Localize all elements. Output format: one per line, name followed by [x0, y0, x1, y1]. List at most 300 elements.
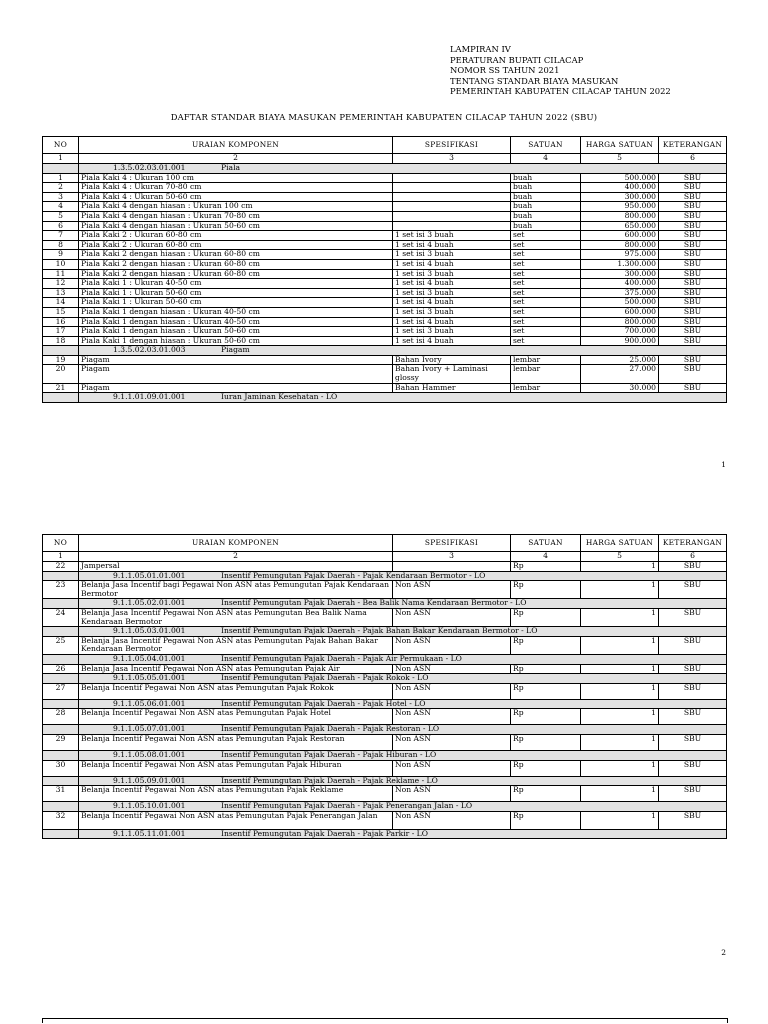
row-harga: 1 — [581, 636, 659, 654]
row-uraian: Piala Kaki 1 : Ukuran 50-60 cm — [79, 288, 393, 298]
row-uraian: Belanja Jasa Incentif bagi Pegawai Non ASN atas Pemungutan Pajak Kendaraan Bermotor — [79, 581, 393, 599]
page-number: 2 — [721, 948, 726, 957]
row-harga: 1 — [581, 811, 659, 829]
row-uraian: Belanja Jasa Incentif Pegawai Non ASN atas Pemungutan Bea Balik Nama Kendaraan Bermotor — [79, 608, 393, 626]
col-header-keterangan: KETERANGAN — [659, 137, 727, 154]
group-name: Insentif Pemungutan Pajak Daerah - Pajak Restoran - LO — [221, 724, 440, 734]
row-satuan: Rp — [511, 683, 581, 699]
row-no: 4 — [43, 202, 79, 212]
row-satuan: set — [511, 250, 581, 260]
row-uraian: Piala Kaki 4 dengan hiasan : Ukuran 50-60 cm — [79, 221, 393, 231]
group-no-cell — [43, 802, 79, 812]
group-label-cell — [79, 750, 727, 760]
group-no-cell — [43, 699, 79, 709]
row-uraian: Belanja Incentif Pegawai Non ASN atas Pemungutan Pajak Restoran — [79, 734, 393, 750]
row-no: 7 — [43, 231, 79, 241]
row-satuan: set — [511, 240, 581, 250]
document-page-2 — [0, 490, 768, 1006]
row-satuan: set — [511, 307, 581, 317]
row-spesifikasi: 1 set isi 3 buah — [393, 250, 511, 260]
group-no-cell — [43, 674, 79, 684]
row-no: 17 — [43, 327, 79, 337]
table-row — [43, 734, 727, 750]
row-harga: 600.000 — [581, 231, 659, 241]
row-spesifikasi: 1 set isi 4 buah — [393, 317, 511, 327]
group-code: 9.1.1.05.05.01.001 — [113, 673, 186, 683]
group-code: 9.1.1.05.01.01.001 — [113, 570, 186, 580]
group-label-cell — [79, 164, 727, 174]
row-no: 13 — [43, 288, 79, 298]
row-harga: 1.300.000 — [581, 259, 659, 269]
row-keterangan: SBU — [659, 279, 727, 289]
table-row — [43, 355, 727, 365]
col-number: 6 — [659, 552, 727, 562]
row-uraian: Belanja Jasa Incentif Pegawai Non ASN atas Pemungutan Pajak Bahan Bakar Kendaraan Bermotor — [79, 636, 393, 654]
table-row — [43, 240, 727, 250]
row-satuan: Rp — [511, 581, 581, 599]
row-spesifikasi: 1 set isi 3 buah — [393, 327, 511, 337]
table-row — [43, 636, 727, 654]
col-number: 6 — [659, 154, 727, 164]
group-row — [43, 674, 727, 684]
group-code: 9.1.1.05.10.01.001 — [113, 801, 186, 811]
row-uraian: Piala Kaki 4 : Ukuran 70-80 cm — [79, 183, 393, 193]
table-row — [43, 608, 727, 626]
row-satuan: buah — [511, 192, 581, 202]
col-number: 4 — [511, 552, 581, 562]
row-spesifikasi — [393, 211, 511, 221]
group-row — [43, 654, 727, 664]
row-keterangan: SBU — [659, 202, 727, 212]
group-code: 9.1.1.05.02.01.001 — [113, 598, 186, 608]
row-harga: 30.000 — [581, 383, 659, 393]
row-harga: 700.000 — [581, 327, 659, 337]
group-row — [43, 627, 727, 637]
row-keterangan: SBU — [659, 811, 727, 829]
group-name: Piagam — [221, 345, 250, 355]
col-header-no: NO — [43, 137, 79, 154]
row-satuan: set — [511, 288, 581, 298]
row-harga: 600.000 — [581, 307, 659, 317]
row-no: 5 — [43, 211, 79, 221]
group-row — [43, 699, 727, 709]
row-satuan: lembar — [511, 355, 581, 365]
group-no-cell — [43, 654, 79, 664]
sbu-table-page-1 — [42, 136, 727, 403]
row-satuan: set — [511, 327, 581, 337]
row-satuan: set — [511, 279, 581, 289]
row-keterangan: SBU — [659, 562, 727, 572]
row-harga: 1 — [581, 709, 659, 725]
group-name: Insentif Pemungutan Pajak Daerah - Pajak Air Permukaan - LO — [221, 653, 462, 663]
row-harga: 400.000 — [581, 279, 659, 289]
row-harga: 1 — [581, 581, 659, 599]
row-satuan: Rp — [511, 608, 581, 626]
row-uraian: Piagam — [79, 365, 393, 383]
row-keterangan: SBU — [659, 734, 727, 750]
row-no: 19 — [43, 355, 79, 365]
header-line: LAMPIRAN IV — [450, 44, 511, 54]
document-title: DAFTAR STANDAR BIAYA MASUKAN PEMERINTAH KABUPATEN CILACAP TAHUN 2022 (SBU) — [170, 112, 598, 122]
row-keterangan: SBU — [659, 173, 727, 183]
table-row — [43, 298, 727, 308]
group-row — [43, 725, 727, 735]
group-no-cell — [43, 776, 79, 786]
group-no-cell — [43, 164, 79, 174]
group-name: Insentif Pemungutan Pajak Daerah - Pajak Kendaraan Bermotor - LO — [221, 570, 486, 580]
group-row — [43, 346, 727, 356]
row-uraian: Piala Kaki 1 dengan hiasan : Ukuran 50-60 cm — [79, 327, 393, 337]
group-code: 9.1.1.05.09.01.001 — [113, 775, 186, 785]
row-keterangan: SBU — [659, 259, 727, 269]
row-no: 26 — [43, 664, 79, 674]
row-harga: 1 — [581, 760, 659, 776]
row-uraian: Piala Kaki 1 dengan hiasan : Ukuran 40-50 cm — [79, 307, 393, 317]
row-harga: 1 — [581, 786, 659, 802]
row-uraian: Piala Kaki 4 : Ukuran 50-60 cm — [79, 192, 393, 202]
table-row — [43, 760, 727, 776]
row-satuan: lembar — [511, 383, 581, 393]
row-no: 30 — [43, 760, 79, 776]
row-spesifikasi: Non ASN — [393, 786, 511, 802]
row-no: 9 — [43, 250, 79, 260]
row-no: 21 — [43, 383, 79, 393]
row-spesifikasi: 1 set isi 3 buah — [393, 231, 511, 241]
col-number: 3 — [393, 552, 511, 562]
group-label-cell — [79, 725, 727, 735]
row-satuan: set — [511, 269, 581, 279]
group-label-cell — [79, 802, 727, 812]
row-no: 8 — [43, 240, 79, 250]
row-harga: 1 — [581, 562, 659, 572]
row-uraian: Piala Kaki 1 dengan hiasan : Ukuran 50-60 cm — [79, 336, 393, 346]
row-keterangan: SBU — [659, 231, 727, 241]
group-row — [43, 393, 727, 403]
row-keterangan: SBU — [659, 269, 727, 279]
col-number: 5 — [581, 552, 659, 562]
row-harga: 800.000 — [581, 211, 659, 221]
row-uraian: Belanja Incentif Pegawai Non ASN atas Pemungutan Pajak Reklame — [79, 786, 393, 802]
col-header-uraian: URAIAN KOMPONEN — [79, 535, 393, 552]
row-spesifikasi — [393, 173, 511, 183]
row-satuan: set — [511, 231, 581, 241]
row-uraian: Piala Kaki 2 : Ukuran 60-80 cm — [79, 240, 393, 250]
row-satuan: buah — [511, 173, 581, 183]
row-satuan: buah — [511, 221, 581, 231]
next-page-table-edge — [42, 1018, 728, 1023]
row-no: 10 — [43, 259, 79, 269]
group-name: Insentif Pemungutan Pajak Daerah - Pajak Bahan Bakar Kendaraan Bermotor - LO — [221, 626, 538, 636]
col-header-satuan: SATUAN — [511, 137, 581, 154]
row-harga: 300.000 — [581, 269, 659, 279]
row-uraian: Piala Kaki 2 : Ukuran 60-80 cm — [79, 231, 393, 241]
header-line: PERATURAN BUPATI CILACAP — [450, 54, 584, 65]
row-spesifikasi: Non ASN — [393, 664, 511, 674]
row-no: 27 — [43, 683, 79, 699]
row-spesifikasi — [393, 202, 511, 212]
row-harga: 300.000 — [581, 192, 659, 202]
group-name: Insentif Pemungutan Pajak Daerah - Pajak Reklame - LO — [221, 775, 438, 785]
row-keterangan: SBU — [659, 365, 727, 383]
row-keterangan: SBU — [659, 221, 727, 231]
row-harga: 27.000 — [581, 365, 659, 383]
row-harga: 1 — [581, 664, 659, 674]
row-satuan: set — [511, 336, 581, 346]
group-code: 9.1.1.05.08.01.001 — [113, 749, 186, 759]
row-keterangan: SBU — [659, 636, 727, 654]
row-spesifikasi: Non ASN — [393, 636, 511, 654]
group-name: Insentif Pemungutan Pajak Daerah - Bea Balik Nama Kendaraan Bermotor - LO — [221, 598, 527, 608]
table-row — [43, 307, 727, 317]
row-harga: 375.000 — [581, 288, 659, 298]
row-keterangan: SBU — [659, 183, 727, 193]
row-satuan: set — [511, 259, 581, 269]
page-number: 1 — [721, 460, 726, 469]
row-keterangan: SBU — [659, 250, 727, 260]
row-keterangan: SBU — [659, 683, 727, 699]
row-keterangan: SBU — [659, 317, 727, 327]
table-row — [43, 786, 727, 802]
row-harga: 950.000 — [581, 202, 659, 212]
col-header-keterangan: KETERANGAN — [659, 535, 727, 552]
row-keterangan: SBU — [659, 288, 727, 298]
row-no: 2 — [43, 183, 79, 193]
row-harga: 900.000 — [581, 336, 659, 346]
group-name: Insentif Pemungutan Pajak Daerah - Pajak Hiburan - LO — [221, 749, 437, 759]
row-no: 20 — [43, 365, 79, 383]
group-label-cell — [79, 599, 727, 609]
row-no: 25 — [43, 636, 79, 654]
group-no-cell — [43, 725, 79, 735]
group-no-cell — [43, 599, 79, 609]
table-row — [43, 192, 727, 202]
row-spesifikasi: Non ASN — [393, 760, 511, 776]
row-spesifikasi: Non ASN — [393, 683, 511, 699]
row-keterangan: SBU — [659, 240, 727, 250]
col-number: 1 — [43, 154, 79, 164]
group-label-cell — [79, 346, 727, 356]
col-header-uraian: URAIAN KOMPONEN — [79, 137, 393, 154]
row-keterangan: SBU — [659, 383, 727, 393]
group-code: 9.1.1.05.03.01.001 — [113, 626, 186, 636]
row-satuan: Rp — [511, 786, 581, 802]
col-number: 2 — [79, 552, 393, 562]
group-name: Insentif Pemungutan Pajak Daerah - Pajak Rokok - LO — [221, 673, 429, 683]
row-satuan: Rp — [511, 664, 581, 674]
row-no: 3 — [43, 192, 79, 202]
row-satuan: Rp — [511, 734, 581, 750]
row-no: 1 — [43, 173, 79, 183]
row-no: 11 — [43, 269, 79, 279]
group-row — [43, 776, 727, 786]
row-spesifikasi: Bahan Ivory + Laminasi glossy — [393, 365, 511, 383]
group-code: 9.1.1.05.06.01.001 — [113, 698, 186, 708]
table-row — [43, 231, 727, 241]
row-satuan: Rp — [511, 811, 581, 829]
row-spesifikasi: 1 set isi 4 buah — [393, 279, 511, 289]
row-keterangan: SBU — [659, 709, 727, 725]
table-row — [43, 211, 727, 221]
row-uraian: Piala Kaki 1 : Ukuran 50-60 cm — [79, 298, 393, 308]
table-row — [43, 183, 727, 193]
row-spesifikasi: Non ASN — [393, 709, 511, 725]
table-row — [43, 709, 727, 725]
row-uraian: Piala Kaki 4 : Ukuran 100 cm — [79, 173, 393, 183]
group-label-cell — [79, 829, 727, 839]
group-no-cell — [43, 346, 79, 356]
row-keterangan: SBU — [659, 307, 727, 317]
decree-header — [450, 44, 671, 97]
row-uraian: Piala Kaki 2 dengan hiasan : Ukuran 60-80 cm — [79, 259, 393, 269]
row-uraian: Piala Kaki 1 : Ukuran 40-50 cm — [79, 279, 393, 289]
table-row — [43, 269, 727, 279]
row-spesifikasi: Non ASN — [393, 734, 511, 750]
row-satuan: buah — [511, 183, 581, 193]
header-line: TENTANG STANDAR BIAYA MASUKAN — [450, 75, 619, 86]
row-no: 31 — [43, 786, 79, 802]
row-harga: 1 — [581, 683, 659, 699]
row-uraian: Belanja Incentif Pegawai Non ASN atas Pemungutan Pajak Hotel — [79, 709, 393, 725]
group-label-cell — [79, 699, 727, 709]
row-keterangan: SBU — [659, 211, 727, 221]
group-label-cell — [79, 674, 727, 684]
row-keterangan: SBU — [659, 355, 727, 365]
row-spesifikasi — [393, 221, 511, 231]
header-line: NOMOR SS TAHUN 2021 — [450, 65, 560, 75]
col-number: 5 — [581, 154, 659, 164]
group-code: 9.1.1.05.11.01.001 — [113, 828, 186, 838]
row-no: 28 — [43, 709, 79, 725]
row-no: 29 — [43, 734, 79, 750]
table-row — [43, 250, 727, 260]
table-row — [43, 173, 727, 183]
row-spesifikasi — [393, 192, 511, 202]
group-label-cell — [79, 393, 727, 403]
group-label-cell — [79, 571, 727, 581]
group-code: 9.1.1.05.04.01.001 — [113, 653, 186, 663]
col-header-harga: HARGA SATUAN — [581, 535, 659, 552]
row-spesifikasi: 1 set isi 3 buah — [393, 307, 511, 317]
row-no: 32 — [43, 811, 79, 829]
row-spesifikasi: Bahan Hammer — [393, 383, 511, 393]
row-uraian: Piagam — [79, 383, 393, 393]
row-uraian: Piala Kaki 4 dengan hiasan : Ukuran 100 cm — [79, 202, 393, 212]
row-satuan: lembar — [511, 365, 581, 383]
row-uraian: Piala Kaki 4 dengan hiasan : Ukuran 70-80 cm — [79, 211, 393, 221]
table-row — [43, 317, 727, 327]
row-spesifikasi: Non ASN — [393, 811, 511, 829]
row-spesifikasi: 1 set isi 3 buah — [393, 288, 511, 298]
group-name: Iuran Jaminan Kesehatan - LO — [221, 392, 338, 402]
row-satuan: set — [511, 298, 581, 308]
group-no-cell — [43, 750, 79, 760]
row-satuan: buah — [511, 211, 581, 221]
row-satuan: Rp — [511, 562, 581, 572]
row-spesifikasi: 1 set isi 4 buah — [393, 336, 511, 346]
row-harga: 500.000 — [581, 173, 659, 183]
row-uraian: Piagam — [79, 355, 393, 365]
row-no: 18 — [43, 336, 79, 346]
row-uraian: Piala Kaki 2 dengan hiasan : Ukuran 60-80 cm — [79, 250, 393, 260]
group-code: 9.1.1.05.07.01.001 — [113, 724, 186, 734]
table-row — [43, 259, 727, 269]
row-keterangan: SBU — [659, 336, 727, 346]
row-spesifikasi — [393, 183, 511, 193]
group-name: Insentif Pemungutan Pajak Daerah - Pajak Parkir - LO — [221, 828, 428, 838]
group-label-cell — [79, 654, 727, 664]
group-row — [43, 599, 727, 609]
row-harga: 800.000 — [581, 317, 659, 327]
row-harga: 25.000 — [581, 355, 659, 365]
table-row — [43, 221, 727, 231]
document-page-1 — [0, 0, 768, 490]
row-spesifikasi: 1 set isi 4 buah — [393, 259, 511, 269]
row-no: 22 — [43, 562, 79, 572]
col-header-spesifikasi: SPESIFIKASI — [393, 137, 511, 154]
header-line: PEMERINTAH KABUPATEN CILACAP TAHUN 2022 — [450, 86, 671, 96]
row-no: 15 — [43, 307, 79, 317]
col-number: 3 — [393, 154, 511, 164]
row-harga: 1 — [581, 734, 659, 750]
row-uraian: Piala Kaki 1 dengan hiasan : Ukuran 40-50 cm — [79, 317, 393, 327]
row-keterangan: SBU — [659, 327, 727, 337]
row-keterangan: SBU — [659, 760, 727, 776]
row-keterangan: SBU — [659, 581, 727, 599]
row-spesifikasi: 1 set isi 3 buah — [393, 269, 511, 279]
table-row — [43, 683, 727, 699]
sbu-table-page-2 — [42, 534, 727, 839]
row-no: 6 — [43, 221, 79, 231]
group-name: Insentif Pemungutan Pajak Daerah - Pajak Penerangan Jalan - LO — [221, 801, 473, 811]
group-no-cell — [43, 829, 79, 839]
row-keterangan: SBU — [659, 192, 727, 202]
row-no: 12 — [43, 279, 79, 289]
row-harga: 650.000 — [581, 221, 659, 231]
table-row — [43, 811, 727, 829]
row-harga: 1 — [581, 608, 659, 626]
col-number: 1 — [43, 552, 79, 562]
table-row — [43, 327, 727, 337]
group-row — [43, 571, 727, 581]
group-row — [43, 164, 727, 174]
group-no-cell — [43, 627, 79, 637]
group-code: 9.1.1.01.09.01.001 — [113, 392, 186, 402]
row-uraian: Belanja Jasa Incentif Pegawai Non ASN atas Pemungutan Pajak Air — [79, 664, 393, 674]
row-keterangan: SBU — [659, 298, 727, 308]
table-row — [43, 202, 727, 212]
row-harga: 400.000 — [581, 183, 659, 193]
group-code: 1.3.5.02.03.01.003 — [113, 345, 186, 355]
row-spesifikasi: Bahan Ivory — [393, 355, 511, 365]
row-harga: 500.000 — [581, 298, 659, 308]
group-no-cell — [43, 393, 79, 403]
row-keterangan: SBU — [659, 664, 727, 674]
col-header-harga: HARGA SATUAN — [581, 137, 659, 154]
row-no: 24 — [43, 608, 79, 626]
table-row — [43, 279, 727, 289]
group-row — [43, 802, 727, 812]
row-spesifikasi: Non ASN — [393, 608, 511, 626]
row-no: 16 — [43, 317, 79, 327]
col-header-spesifikasi: SPESIFIKASI — [393, 535, 511, 552]
col-number: 4 — [511, 154, 581, 164]
group-name: Piala — [221, 163, 241, 172]
col-number: 2 — [79, 154, 393, 164]
group-code: 1.3.5.02.03.01.001 — [113, 163, 186, 172]
group-label-cell — [79, 776, 727, 786]
column-number-row — [43, 552, 727, 562]
row-satuan: Rp — [511, 709, 581, 725]
